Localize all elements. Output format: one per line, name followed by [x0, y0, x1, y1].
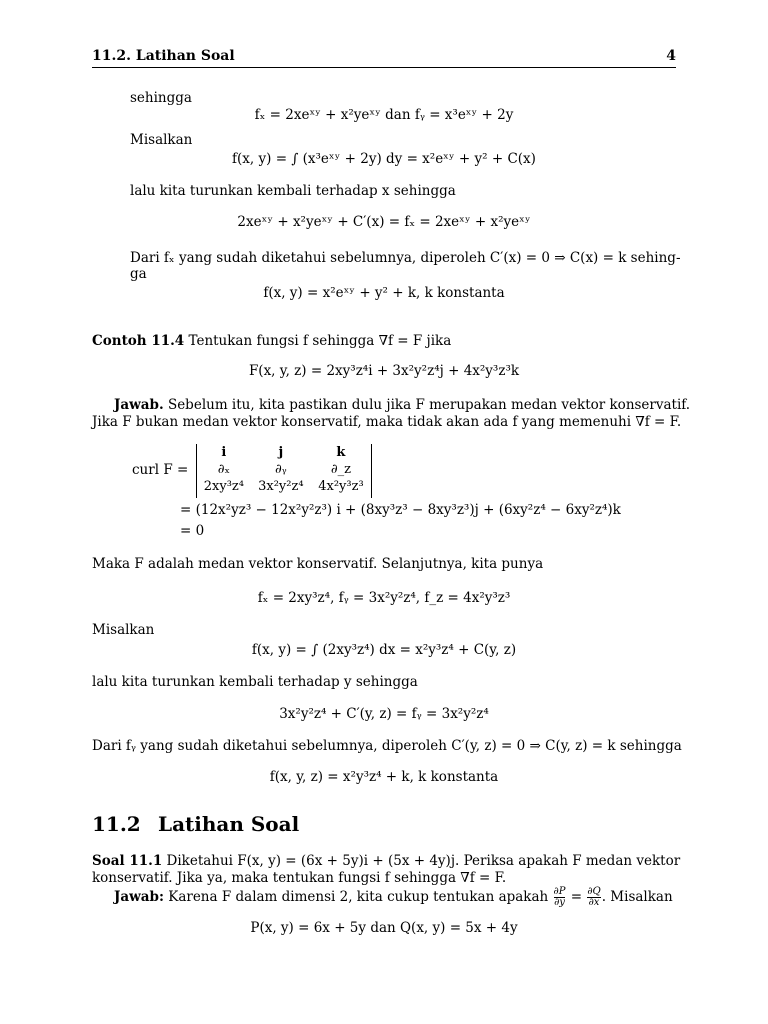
answer-text: Sebelum itu, kita pastikan dulu jika F merupakan medan vektor konservatif. [163, 397, 691, 413]
equals-sign: = [570, 889, 583, 905]
curl-determinant [196, 444, 372, 498]
text-line: konservatif. Jika ya, maka tentukan fungsi f sehingga ∇f = F. [92, 870, 507, 886]
section-title: Latihan Soal [158, 812, 300, 836]
text-line: Dari fᵧ yang sudah diketahui sebelumnya, diperoleh C′(y, z) = 0 ⇒ C(y, z) = k sehingga [92, 738, 682, 754]
det-cell: k [336, 445, 346, 460]
example-text: Tentukan fungsi f sehingga ∇f = F jika [184, 333, 452, 349]
example-heading [92, 333, 451, 350]
exercise-heading [92, 853, 680, 870]
equation: fₓ = 2xy³z⁴, fᵧ = 3x²y²z⁴, f_z = 4x²y³z³ [257, 590, 511, 606]
det-cell: 3x²y²z⁴ [258, 479, 304, 494]
text-line: ga [130, 266, 147, 282]
text-line: Misalkan [92, 622, 155, 638]
frac-denominator: ∂x [588, 897, 600, 908]
text-line: sehingga [130, 90, 192, 106]
text-line: Dari fₓ yang sudah diketahui sebelumnya, diperoleh C′(x) = 0 ⇒ C(x) = k sehing- [130, 250, 681, 266]
equation: = 0 [180, 523, 205, 539]
text-line: Jika F bukan medan vektor konservatif, maka tidak akan ada f yang memenuhi ∇f = F. [92, 414, 682, 430]
header-rule [92, 67, 676, 68]
equation: = (12x²yz³ − 12x²y²z³) i + (8xy³z³ − 8xy³z³)j + (6xy²z⁴ − 6xy²z⁴)k [180, 502, 621, 518]
text-line: Misalkan [130, 132, 193, 148]
equation: f(x, y) = x²eˣʸ + y² + k, k konstanta [263, 285, 505, 301]
det-cell: 2xy³z⁴ [203, 479, 244, 494]
answer-text-end: . Misalkan [601, 889, 673, 905]
header-section: 11.2. Latihan Soal [92, 48, 235, 64]
frac-numerator: ∂P [553, 886, 566, 897]
section-number: 11.2 [92, 812, 141, 836]
example-label: Contoh 11.4 [92, 333, 185, 349]
exercise-label: Soal 11.1 [92, 853, 163, 869]
equation: f(x, y, z) = x²y³z⁴ + k, k konstanta [269, 769, 499, 785]
answer-label: Jawab. [114, 397, 164, 413]
section-heading [92, 812, 299, 836]
running-header [92, 48, 676, 68]
curl-label: curl F = [132, 462, 189, 478]
page-number: 4 [666, 48, 676, 64]
equation: 3x²y²z⁴ + C′(y, z) = fᵧ = 3x²y²z⁴ [279, 706, 489, 722]
answer-line [114, 397, 690, 414]
answer-text: Karena F dalam dimensi 2, kita cukup tentukan apakah [163, 889, 549, 905]
fraction [587, 887, 600, 908]
answer-label: Jawab: [114, 889, 164, 905]
fraction [554, 887, 566, 908]
frac-numerator: ∂Q [587, 886, 601, 897]
det-cell: ∂_z [330, 462, 351, 477]
det-cell: 4x²y³z³ [318, 479, 364, 494]
answer-line [114, 887, 673, 908]
equation: F(x, y, z) = 2xy³z⁴i + 3x²y²z⁴j + 4x²y³z³k [248, 363, 520, 379]
equation: fₓ = 2xeˣʸ + x²yeˣʸ dan fᵧ = x³eˣʸ + 2y [254, 107, 514, 123]
text-line: Maka F adalah medan vektor konservatif. Selanjutnya, kita punya [92, 556, 544, 572]
equation: P(x, y) = 6x + 5y dan Q(x, y) = 5x + 4y [250, 920, 518, 936]
equation: f(x, y) = ∫ (x³eˣʸ + 2y) dy = x²eˣʸ + y² + C(x) [232, 151, 536, 167]
det-cell: j [278, 445, 284, 460]
equation: f(x, y) = ∫ (2xy³z⁴) dx = x²y³z⁴ + C(y, z) [251, 642, 517, 658]
det-cell: ∂ᵧ [275, 462, 287, 477]
text-line: lalu kita turunkan kembali terhadap y sehingga [92, 674, 418, 690]
text-line: lalu kita turunkan kembali terhadap x sehingga [130, 183, 456, 199]
frac-denominator: ∂y [554, 897, 565, 908]
det-cell: ∂ₓ [217, 462, 230, 477]
exercise-text: Diketahui F(x, y) = (6x + 5y)i + (5x + 4y)j. Periksa apakah F medan vektor [162, 853, 681, 869]
equation: 2xeˣʸ + x²yeˣʸ + C′(x) = fₓ = 2xeˣʸ + x²yeˣʸ [237, 214, 531, 230]
det-cell: i [221, 445, 227, 460]
document-page [92, 0, 691, 1024]
